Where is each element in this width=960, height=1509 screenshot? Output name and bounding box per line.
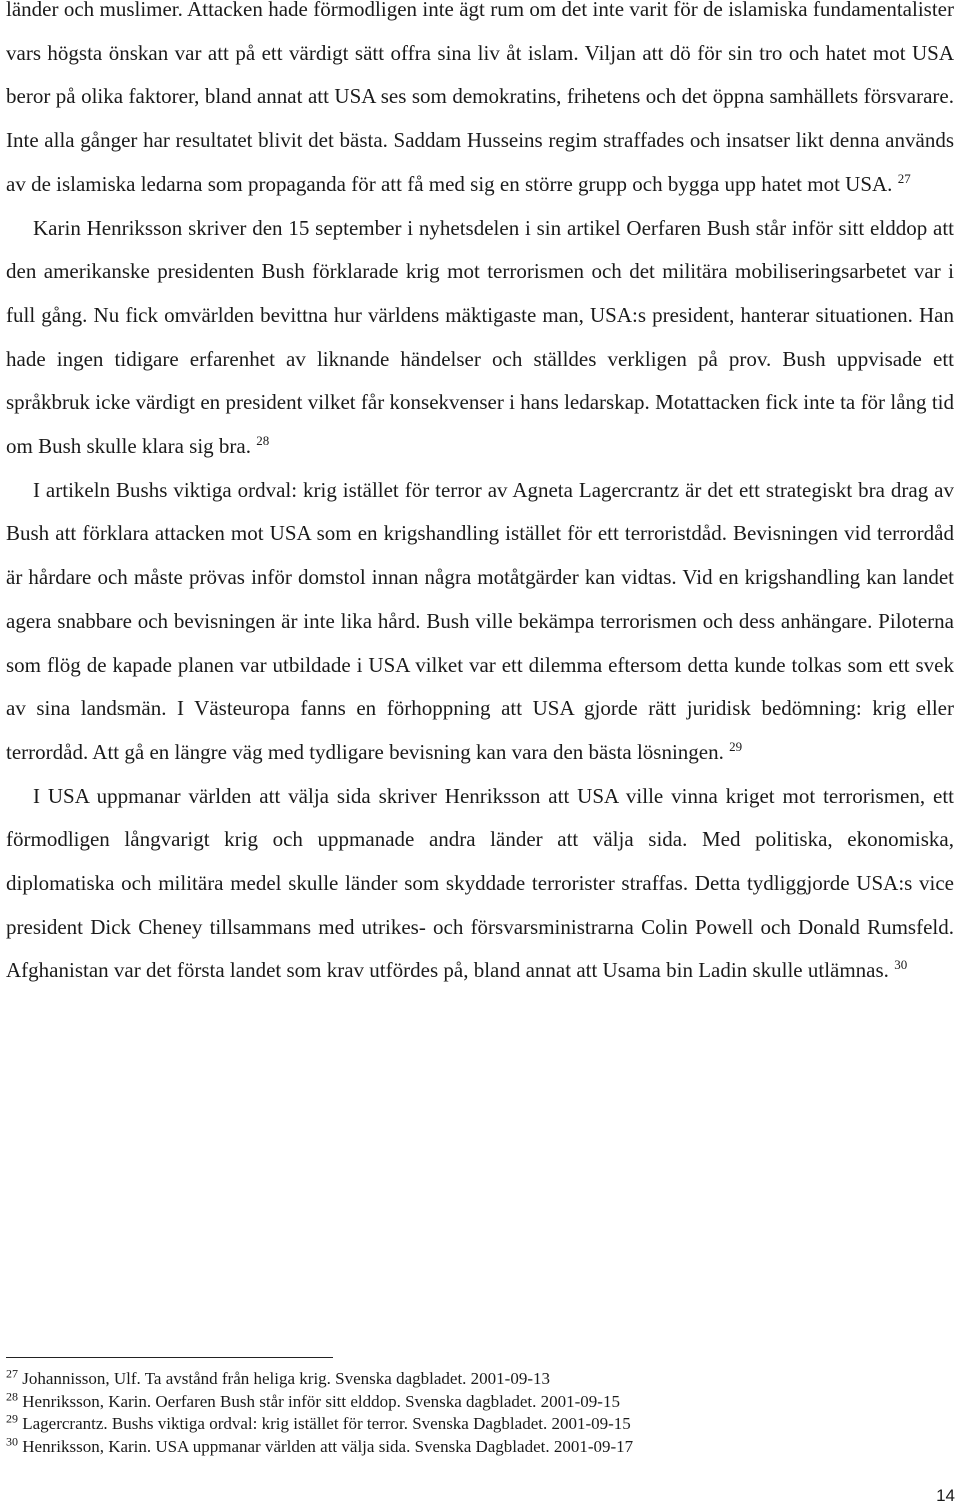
paragraph-text: länder och muslimer. Attacken hade förmodligen inte ägt rum om det inte varit för de islamiska fundamentalister vars högsta önskan var att på ett värdigt sätt offra sina liv åt islam. Viljan att dö för sin tro och hatet mot USA beror på olika faktorer, bland annat att USA ses som demokratins, frihetens och det öppna samhällets försvarare. Inte alla gånger har resultatet blivit det bästa. Saddam Husseins regim straffades och insatser likt denna används av de islamiska ledarna som propaganda för att få med sig en större grupp och bygga upp hatet mot USA. bbox=[6, 0, 954, 196]
footnote bbox=[6, 1436, 946, 1459]
footnote-text: Johannisson, Ulf. Ta avstånd från heliga krig. Svenska dagbladet. 2001-09-13 bbox=[22, 1369, 550, 1388]
footnote-reference: 30 bbox=[894, 957, 908, 973]
footnote-number: 30 bbox=[6, 1434, 18, 1449]
footnote bbox=[6, 1413, 946, 1436]
paragraph bbox=[6, 207, 954, 469]
footnote-reference: 29 bbox=[729, 738, 743, 754]
body-text bbox=[6, 0, 954, 993]
footnote-text: Lagercrantz. Bushs viktiga ordval: krig istället för terror. Svenska Dagbladet. 2001-09-15 bbox=[22, 1414, 631, 1434]
paragraph bbox=[6, 469, 954, 775]
footnote bbox=[6, 1368, 946, 1391]
footnote-separator bbox=[6, 1357, 333, 1358]
paragraph-text: Karin Henriksson skriver den 15 september i nyhetsdelen i sin artikel Oerfaren Bush står inför sitt elddop att den amerikanske presidenten Bush förklarade krig mot terrorismen och det militära mobiliseringsarbetet var i full gång. Nu fick omvärlden bevittna hur världens mäktigaste man, USA:s president, hanterar situationen. Han hade ingen tidigare erfarenhet av liknande händelser och ställdes verkligen på prov. Bush uppvisade ett språkbruk icke värdigt en president vilket får konsekvenser i hans ledarskap. Motattacken fick inte ta för lång tid om Bush skulle klara sig bra. bbox=[6, 215, 954, 459]
paragraph bbox=[6, 775, 954, 994]
footnote-reference: 27 bbox=[897, 170, 911, 186]
page-number: 14 bbox=[936, 1486, 955, 1505]
footnote-number: 28 bbox=[6, 1389, 18, 1404]
footnote-text: Henriksson, Karin. USA uppmanar världen att välja sida. Svenska Dagbladet. 2001-09-17 bbox=[22, 1437, 634, 1457]
footnote-text: Henriksson, Karin. Oerfaren Bush står inför sitt elddop. Svenska dagbladet. 2001-09-15 bbox=[22, 1391, 620, 1411]
paragraph bbox=[6, 0, 954, 207]
footnotes bbox=[6, 1368, 946, 1459]
footnote-reference: 28 bbox=[256, 433, 270, 449]
footnote-number: 27 bbox=[6, 1366, 18, 1381]
footnote-number: 29 bbox=[6, 1411, 18, 1426]
footnote bbox=[6, 1391, 946, 1414]
paragraph-text: I USA uppmanar världen att välja sida skriver Henriksson att USA ville vinna kriget mot terrorismen, ett förmodligen långvarigt krig och uppmanade andra länder att välja sida. Med politiska, ekonomiska, diplomatiska och militära medel skulle länder som skyddade terrorister straffas. Detta tydliggjorde USA:s vice president Dick Cheney tillsammans med utrikes- och försvarsministrarna Colin Powell och Donald Rumsfeld. Afghanistan var det första landet som krav utfördes på, bland annat att Usama bin Ladin skulle utlämnas. bbox=[6, 783, 954, 983]
paragraph-text: I artikeln Bushs viktiga ordval: krig istället för terror av Agneta Lagercrantz är det ett strategiskt bra drag av Bush att förklara attacken mot USA som en krigshandling istället för ett terroristdåd. Bevisningen vid terrordåd är hårdare och måste prövas inför domstol innan några motåtgärder kan vidtas. Vid en krigshandling kan landet agera snabbare och bevisningen är inte lika hård. Bush ville bekämpa terrorismen och dess anhängare. Piloterna som flög de kapade planen var utbildade i USA vilket var ett dilemma eftersom detta kunde tolkas som ett svek av sina landsmän. I Västeuropa fanns en förhoppning att USA gjorde rätt juridisk bedömning: krig eller terrordåd. Att gå en längre väg med tydligare bevisning kan vara den bästa lösningen. bbox=[6, 477, 954, 764]
